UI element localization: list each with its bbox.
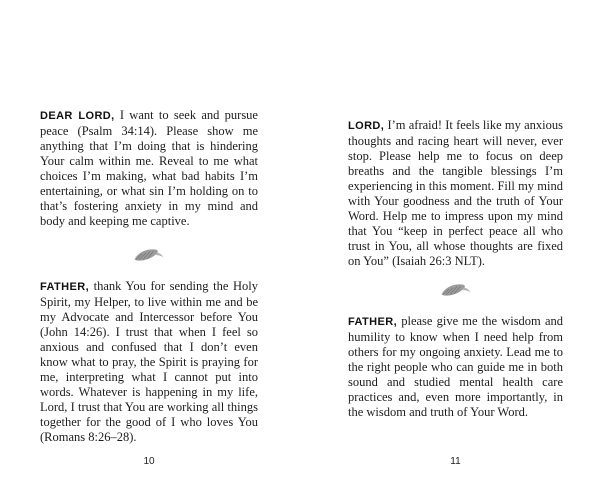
prayer-paragraph — [348, 314, 563, 420]
paragraph-body: thank You for sending the Holy Spirit, my Helper, to live within me and be my Advocate and Intercessor before You (John 14:26). I trust that when I feel so anxious and confused that I don’t even know what to pray, the Spirit is praying for me, interpreting what I cannot put into words. Whatever is happening in my life, Lord, I trust that You are working all things together for the good of I who loves You (Romans 8:26–28). — [40, 279, 258, 444]
prayer-paragraph — [40, 279, 258, 445]
paragraph-lead: FATHER, — [40, 281, 90, 293]
paragraph-lead: FATHER, — [348, 316, 398, 328]
paragraph-body: I’m afraid! It feels like my anxious thoughts and racing heart will never, ever stop. Please help me to focus on deep breaths and the tangible blessings I’m experiencing in this moment. Fill my mind with Your goodness and the truth of Your Word. Help me to impress upon my mind that You “keep in perfect peace all who trust in You, all whose thoughts are fixed on You” (Isaiah 26:3 NLT). — [348, 118, 563, 268]
prayer-paragraph — [40, 108, 258, 229]
paragraph-lead: DEAR LORD, — [40, 110, 115, 122]
page-number: 11 — [450, 456, 461, 467]
page-number: 10 — [143, 456, 155, 467]
prayer-paragraph — [348, 118, 563, 269]
paragraph-body: I want to seek and pursue peace (Psalm 34:14). Please show me anything that I’m doing that is hindering Your calm within me. Reveal to me what choices I’m making, what bad habits I’m entertaining, or what sin I’m holding on to that’s fostering anxiety in my mind and body and keeping me captive. — [40, 108, 258, 228]
leaf-ornament-icon — [40, 247, 258, 263]
text-column-right — [348, 118, 563, 420]
leaf-ornament-icon — [348, 282, 563, 298]
text-column-left — [40, 108, 258, 445]
paragraph-body: please give me the wisdom and humility to know when I need help from others for my ongoing anxiety. Lead me to the right people who can guide me in both sound and studied mental health care practices and, even more importantly, in the wisdom and truth of Your Word. — [348, 314, 563, 419]
paragraph-lead: LORD, — [348, 120, 385, 132]
